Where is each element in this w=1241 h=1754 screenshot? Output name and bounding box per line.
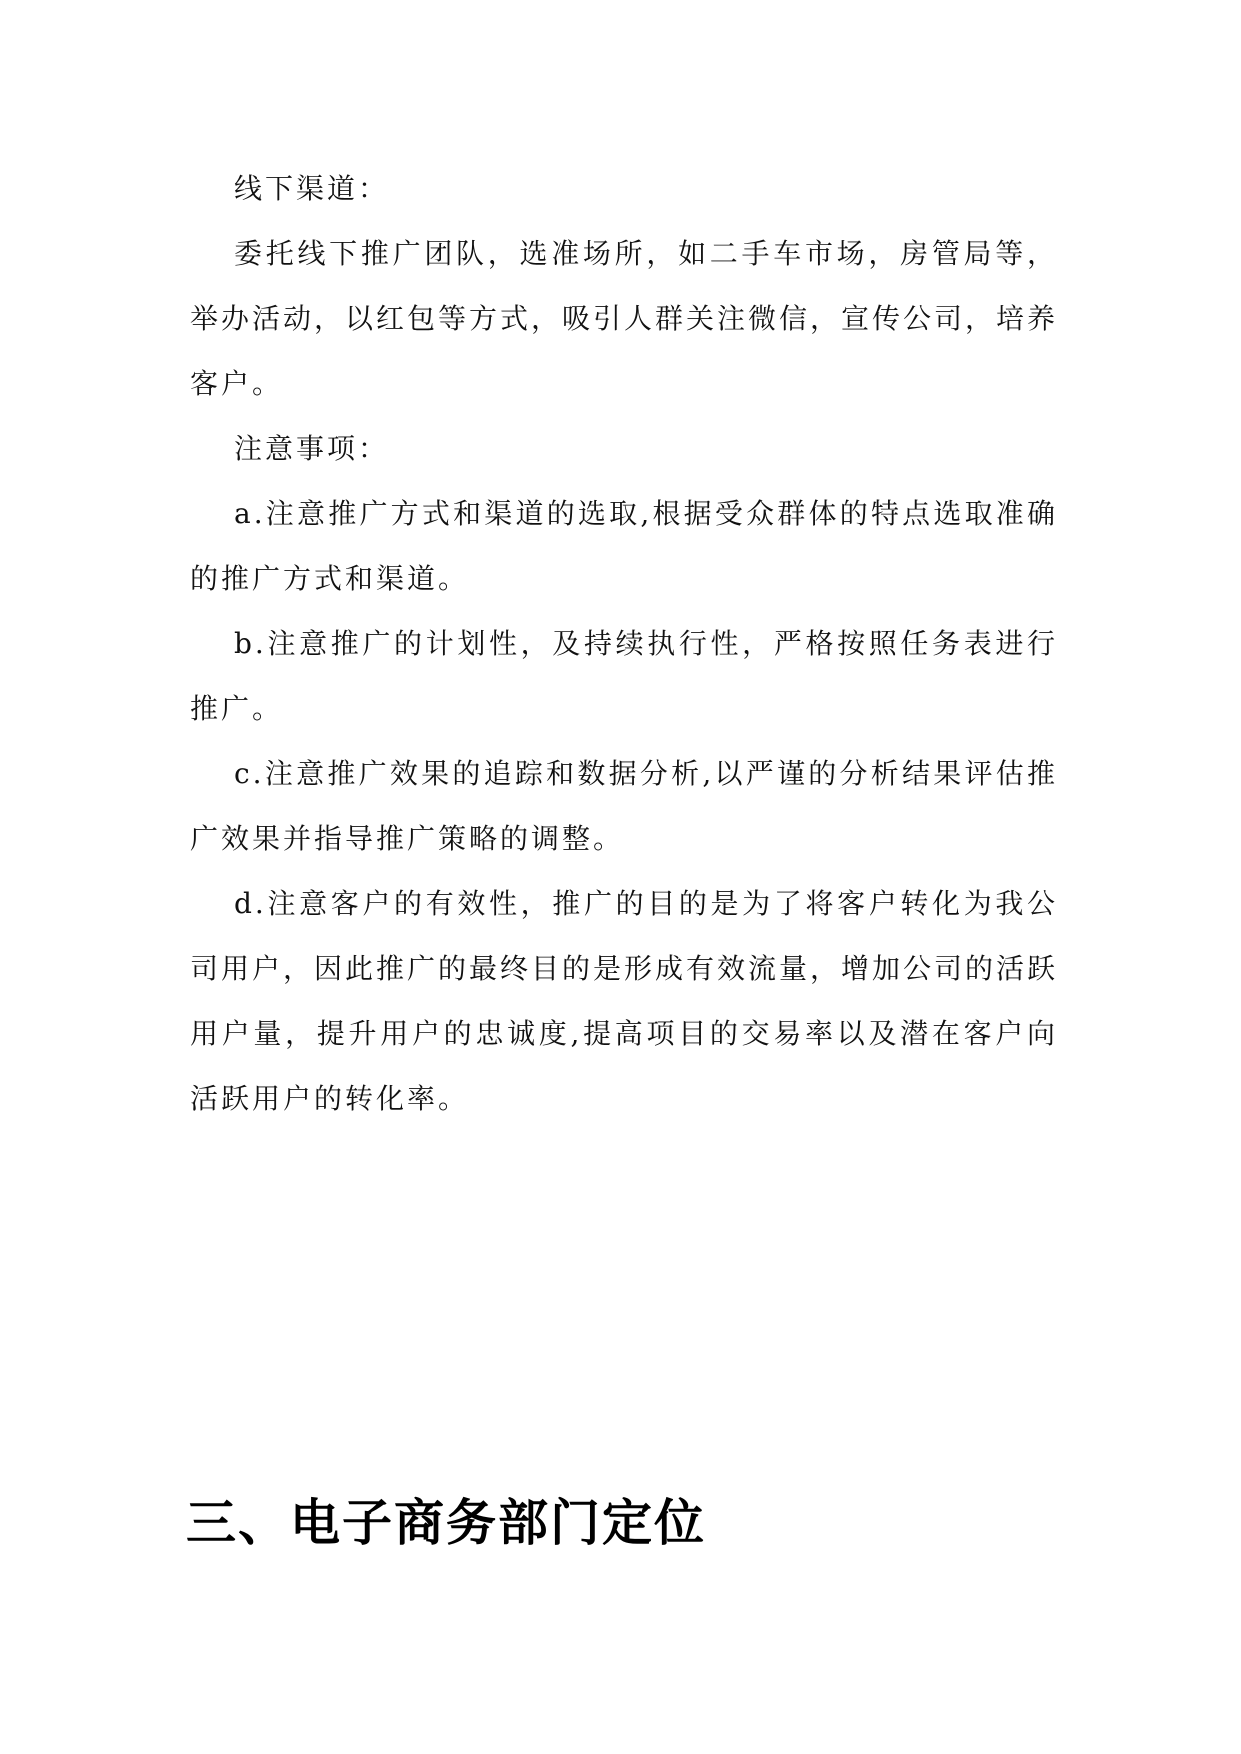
paragraph-note-d: d.注意客户的有效性，推广的目的是为了将客户转化为我公司用户，因此推广的最终目的是形成有效流量，增加公司的活跃用户量，提升用户的忠诚度,提高项目的交易率以及潜在客户向活跃用户的转化率。 (190, 887, 1059, 1115)
paragraph-note-c: c.注意推广效果的追踪和数据分析,以严谨的分析结果评估推广效果并指导推广策略的调整。 (190, 757, 1058, 855)
paragraph-note-b: b.注意推广的计划性，及持续执行性，严格按照任务表进行推广。 (190, 627, 1058, 725)
paragraph-offline-channels-title: 线下渠道： (234, 172, 390, 205)
body-text (190, 156, 1058, 1131)
paragraph-notes-title: 注意事项： (234, 432, 390, 465)
section-heading: 三、电子商务部门定位 (186, 1494, 706, 1552)
paragraph-note-a: a.注意推广方式和渠道的选取,根据受众群体的特点选取准确的推广方式和渠道。 (190, 497, 1058, 595)
paragraph-offline-channels: 委托线下推广团队，选准场所，如二手车市场，房管局等，举办活动，以红包等方式，吸引人群关注微信，宣传公司，培养客户。 (190, 237, 1059, 400)
